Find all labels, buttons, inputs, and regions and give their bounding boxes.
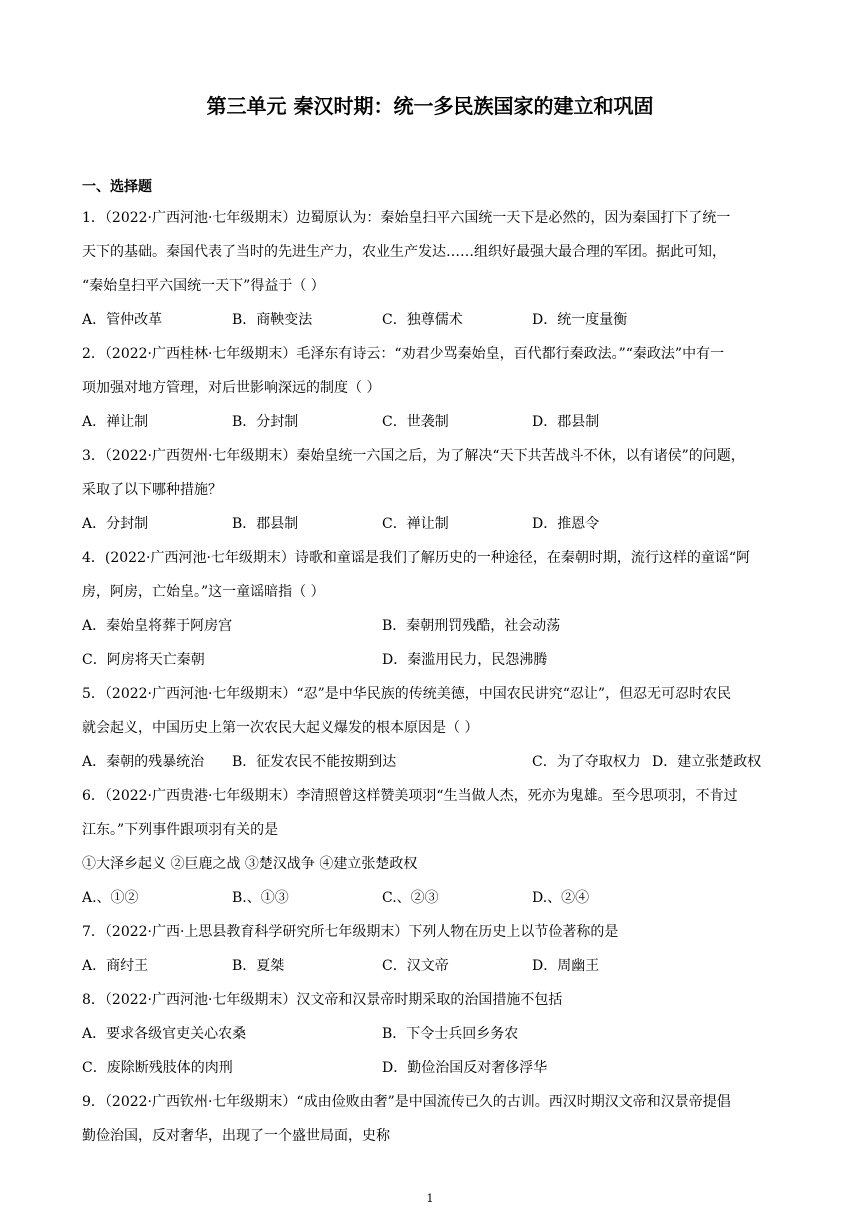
question-4-line-1: 4．(2022·广西河池·七年级期末）诗歌和童谣是我们了解历史的一种途径，在秦朝时期，流行这样的童谣“阿 — [82, 550, 751, 566]
question-8-options-row-1 — [82, 1017, 782, 1051]
option-b: B.、①③ — [232, 890, 289, 906]
question-8-options-row-2 — [82, 1051, 782, 1085]
question-8-line-1: 8．（2022·广西河池·七年级期末）汉文帝和汉景帝时期采取的治国措施不包括 — [82, 992, 563, 1008]
option-a: A．秦始皇将葬于阿房宫 — [82, 618, 233, 634]
question-6-line-3: ①大泽乡起义 ②巨鹿之战 ③楚汉战争 ④建立张楚政权 — [82, 856, 418, 872]
question-1-options — [82, 303, 782, 337]
page-title: 第三单元 秦汉时期：统一多民族国家的建立和巩固 — [206, 94, 654, 118]
option-d: D．勤俭治国反对奢侈浮华 — [382, 1060, 548, 1076]
question-5-options — [82, 745, 782, 779]
question-9-line-2: 勤俭治国，反对奢华，出现了一个盛世局面，史称 — [82, 1128, 390, 1144]
question-list — [82, 201, 782, 1153]
question-3-options — [82, 507, 782, 541]
question-1-line-2: 天下的基础。秦国代表了当时的先进生产力，农业生产发达……组织好最强大最合理的军团。据此可知， — [82, 244, 726, 260]
question-4-options-row-1 — [82, 609, 782, 643]
option-d: D．建立张楚政权 — [652, 754, 762, 770]
option-a: A．要求各级官吏关心农桑 — [82, 1026, 247, 1042]
question-3-line-1: 3．（2022·广西贺州·七年级期末）秦始皇统一六国之后，为了解决“天下共苦战斗不休，以有诸侯”的问题， — [82, 448, 745, 464]
question-1-line-3: “秦始皇扫平六国统一天下”得益于（ ） — [82, 278, 325, 294]
option-b: B．秦朝刑罚残酷，社会动荡 — [382, 618, 561, 634]
option-d: D．推恩令 — [532, 516, 600, 532]
question-3-line-2: 采取了以下哪种措施？ — [82, 482, 222, 498]
section-heading: 一、选择题 — [82, 179, 152, 195]
question-6-line-2: 江东。”下列事件跟项羽有关的是 — [82, 822, 279, 838]
option-b: B．商鞅变法 — [232, 312, 313, 328]
option-c: C．为了夺取权力 — [532, 754, 641, 770]
question-5-line-2: 就会起义，中国历史上第一次农民大起义爆发的根本原因是（ ） — [82, 720, 479, 736]
option-a: A．商纣王 — [82, 958, 149, 974]
option-d: D．郡县制 — [532, 414, 600, 430]
option-d: D．秦滥用民力，民怨沸腾 — [382, 652, 548, 668]
option-c: C.、②③ — [382, 890, 439, 906]
option-c: C．独尊儒术 — [382, 312, 463, 328]
page-number: 1 — [426, 1192, 434, 1205]
question-2-line-1: 2．（2022·广西桂林·七年级期末）毛泽东有诗云：“劝君少骂秦始皇，百代都行秦政法。”“秦政法”中有一 — [82, 346, 725, 362]
option-d: D．统一度量衡 — [532, 312, 628, 328]
option-a: A.、①② — [82, 890, 139, 906]
option-b: B．郡县制 — [232, 516, 299, 532]
question-1-line-1: 1．（2022·广西河池·七年级期末）边蜀原认为：秦始皇扫平六国统一天下是必然的，因为秦国打下了统一 — [82, 210, 731, 226]
question-7-options — [82, 949, 782, 983]
option-c: C．世袭制 — [382, 414, 449, 430]
question-7-line-1: 7．（2022·广西·上思县教育科学研究所七年级期末）下列人物在历史上以节俭著称的是 — [82, 924, 619, 940]
option-d: D.、②④ — [532, 890, 590, 906]
option-a: A．分封制 — [82, 516, 149, 532]
option-b: B．下令士兵回乡务农 — [382, 1026, 519, 1042]
option-c: C．禅让制 — [382, 516, 449, 532]
option-a: A．秦朝的残暴统治 — [82, 754, 205, 770]
option-b: B．分封制 — [232, 414, 299, 430]
question-2-options — [82, 405, 782, 439]
question-4-options-row-2 — [82, 643, 782, 677]
option-b: B．夏桀 — [232, 958, 285, 974]
option-b: B．征发农民不能按期到达 — [232, 754, 397, 770]
option-c: C．废除断残肢体的肉刑 — [82, 1060, 233, 1076]
question-6-line-1: 6．（2022·广西贵港·七年级期末）李清照曾这样赞美项羽“生当做人杰，死亦为鬼雄。至今思项羽，不肯过 — [82, 788, 738, 804]
option-a: A．禅让制 — [82, 414, 149, 430]
option-c: C．阿房将天亡秦朝 — [82, 652, 205, 668]
question-1 — [82, 201, 782, 235]
question-4-line-2: 房，阿房，亡始皇。”这一童谣暗指（ ） — [82, 584, 325, 600]
option-a: A．管仲改革 — [82, 312, 163, 328]
option-d: D．周幽王 — [532, 958, 600, 974]
question-2-line-2: 项加强对地方管理，对后世影响深远的制度（ ） — [82, 380, 381, 396]
question-9-line-1: 9．（2022·广西钦州·七年级期末）“成由俭败由奢”是中国流传已久的古训。西汉时期汉文帝和汉景帝提倡 — [82, 1094, 731, 1110]
option-c: C．汉文帝 — [382, 958, 449, 974]
question-5-line-1: 5．（2022·广西河池·七年级期末）“忍”是中华民族的传统美德，中国农民讲究“忍让”，但忍无可忍时农民 — [82, 686, 732, 702]
question-6-options — [82, 881, 782, 915]
